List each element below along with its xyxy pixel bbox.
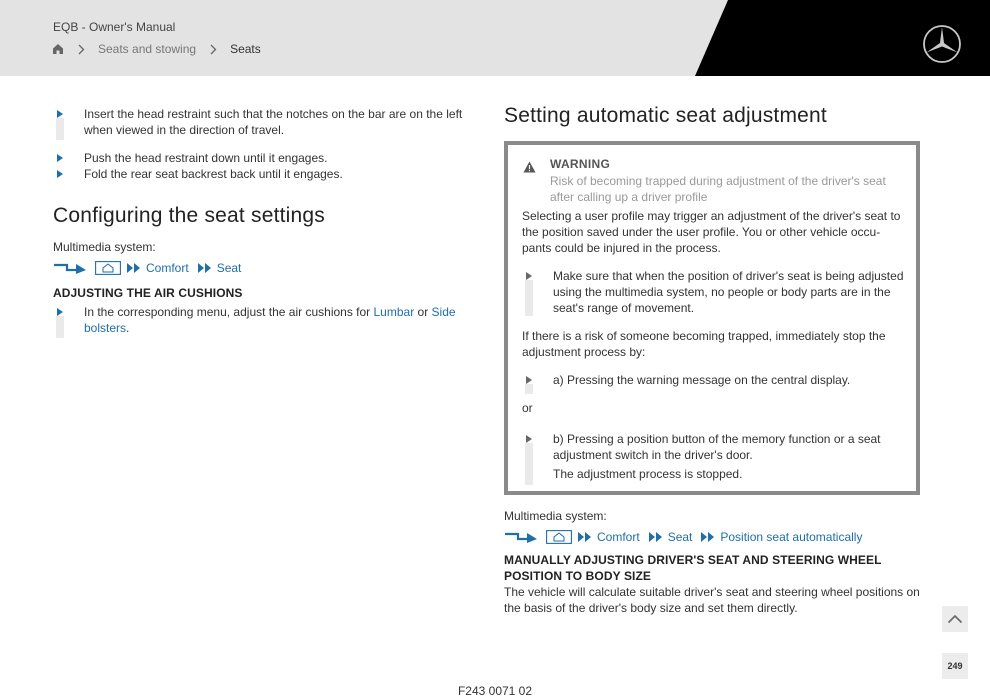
home-icon[interactable] <box>52 43 64 55</box>
body-paragraph: The vehicle will calculate suitable driver's seat and steering wheel positions on the basis of the driver's body size and set them directly. <box>504 585 920 615</box>
menu-path <box>53 259 465 277</box>
double-chevron-icon <box>126 262 142 274</box>
multimedia-label: Multimedia system: <box>53 240 156 254</box>
double-chevron-icon <box>700 531 716 543</box>
path-arrow-icon <box>504 531 538 543</box>
double-chevron-icon <box>577 531 593 543</box>
subheading-manual-adjust: MANUALLY ADJUSTING DRIVER'S SEAT AND STEERING WHEEL POSITION TO BODY SIZE <box>504 553 882 583</box>
instruction-text: Insert the head restraint such that the notches on the bar are on the left when viewed in the direction of travel. <box>84 107 463 137</box>
warning-paragraph: Selecting a user profile may trigger an adjustment of the driver's seat to the position saved under the user profile. You or other vehicle occu-pants could be injured in the process. <box>522 209 901 255</box>
double-chevron-icon <box>648 531 664 543</box>
warning-title: WARNING <box>550 157 611 171</box>
instruction-step <box>53 150 465 166</box>
path-seat[interactable]: Seat <box>216 261 242 275</box>
path-comfort[interactable]: Comfort <box>146 261 189 275</box>
warning-step <box>522 268 906 316</box>
path-seat[interactable]: Seat <box>667 530 693 544</box>
double-chevron-icon <box>197 262 213 274</box>
breadcrumb-seats-and-stowing[interactable]: Seats and stowing <box>98 42 197 56</box>
multimedia-label: Multimedia system: <box>504 509 607 523</box>
scroll-to-top-button[interactable] <box>942 606 968 632</box>
warning-step <box>522 431 906 482</box>
section-heading: Configuring the seat settings <box>53 204 325 227</box>
warning-step-text: Make sure that when the position of driver's seat is being adjusted using the multimedia system, no people or body parts are in the seat's range of movement. <box>553 269 904 315</box>
breadcrumb <box>52 42 261 56</box>
warning-step-text: a) Pressing the warning message on the central display. <box>553 373 851 387</box>
left-column <box>53 106 465 336</box>
path-comfort[interactable]: Comfort <box>597 530 640 544</box>
chevron-right-icon <box>210 44 217 55</box>
warning-step <box>522 372 906 388</box>
instruction-step <box>53 304 465 336</box>
home-screen-icon[interactable] <box>95 261 121 275</box>
home-screen-icon[interactable] <box>546 530 572 544</box>
page-header <box>0 0 990 76</box>
warning-paragraph: If there is a risk of someone becoming trapped, immediately stop the adjustment process by: <box>522 329 886 359</box>
manual-title: EQB - Owner's Manual <box>53 20 176 34</box>
instruction-text-part: In the corresponding menu, adjust the air cushions for <box>84 305 374 319</box>
section-heading: Setting automatic seat adjustment <box>504 104 827 127</box>
warning-subtitle: Risk of becoming trapped during adjustment of the driver's seat after calling up a driver profile <box>550 174 886 204</box>
warning-result: The adjustment process is stopped. <box>553 467 743 481</box>
link-side-bolsters[interactable]: Side bolsters <box>84 305 456 335</box>
mercedes-star-logo <box>922 24 962 64</box>
instruction-text: Fold the rear seat backrest back until it engages. <box>84 167 343 181</box>
instruction-step <box>53 166 465 182</box>
breadcrumb-seats: Seats <box>230 42 261 56</box>
link-lumbar[interactable]: Lumbar <box>373 305 415 319</box>
path-position-seat-automatically[interactable]: Position seat automatically <box>720 530 863 544</box>
right-column <box>504 104 922 616</box>
warning-step-text-a: b) Pressing a position button of the memory function or a seat adjustment switch in the driver's door. <box>553 432 881 462</box>
chevron-right-icon <box>78 44 85 55</box>
warning-body <box>522 208 906 482</box>
instruction-step <box>53 106 465 138</box>
warning-or: or <box>522 401 533 415</box>
instruction-text: Push the head restraint down until it engages. <box>84 151 328 165</box>
instruction-text-part: or <box>414 305 432 319</box>
path-arrow-icon <box>53 262 87 274</box>
page-number: 249 <box>942 653 968 679</box>
subheading-air-cushions: ADJUSTING THE AIR CUSHIONS <box>53 286 243 300</box>
menu-path <box>504 528 922 546</box>
warning-step-text <box>553 431 906 482</box>
warning-triangle-icon <box>523 161 536 173</box>
instruction-text-part: . <box>126 321 130 335</box>
instruction-text <box>84 304 465 336</box>
document-code: F243 0071 02 <box>457 684 533 698</box>
warning-box <box>504 141 920 495</box>
chevron-up-icon <box>947 614 963 624</box>
